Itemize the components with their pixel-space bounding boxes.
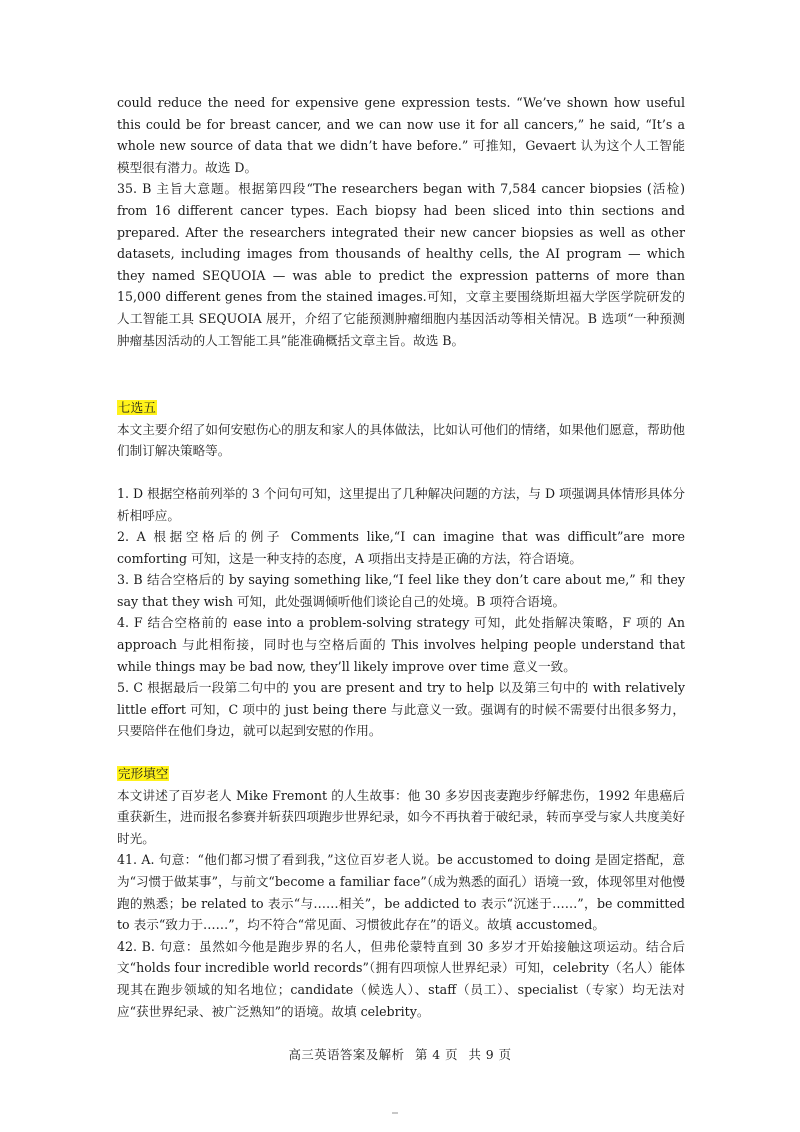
section-gap — [117, 742, 685, 763]
q35-explanation: 35. B 主旨大意题。根据第四段“The researchers began with 7,584 cancer biopsies (活检) from 16 different cancer types. Each biopsy had been sliced into thin sections and prepared. After the researchers integrated their new cancer biopsies as well as other datasets, including images from thousands of healthy cells, the AI program — which they named SEQUOIA — was able to predict the expression patterns of more than 15,000 different genes from the stained images.可知，文章主要围绕斯坦福大学医学院研发的人工智能工具 SEQUOIA 展开，介绍了它能预测肿瘤细胞内基因活动等相关情况。B 选项“一种预测肿瘤基因活动的人工智能工具”能准确概括文章主旨。故选 B。 — [117, 181, 685, 348]
document-body — [117, 92, 685, 1022]
wanxing-item-42: 42. B. 句意：虽然如今他是跑步界的名人，但弗伦蒙特直到 30 多岁才开始接触这项运动。结合后文“holds four incredible world records”（拥有四项惊人世界纪录）可知，celebrity（名人）能体现其在跑步领域的知名地位；candidate（候选人）、staff（员工）、specialist（专家）均无法对应“获世界纪录、被广泛熟知”的语境。故填 celebrity。 — [117, 938, 685, 1019]
qixuanwu-item-3: 3. B 结合空格后的 by saying something like,“I feel like they don’t care about me,” 和 they say that they wish 可知，此处强调倾听他们谈论自己的处境。B 项符合语境。 — [117, 572, 685, 609]
footer-doc-title: 高三英语答案及解析 — [288, 1047, 405, 1062]
qixuanwu-item-4: 4. F 结合空格前的 ease into a problem-solving strategy 可知，此处指解决策略，F 项的 An approach 与此相衔接，同时也与空格后面的 This involves helping people understand that while things may be bad now, they’ll likely improve over time 意义一致。 — [117, 615, 685, 674]
qixuanwu-item-1: 1. D 根据空格前列举的 3 个问句可知，这里提出了几种解决问题的方法，与 D 项强调具体情形具体分析相呼应。 — [117, 485, 685, 523]
footer-page-number: 第 4 页 — [414, 1047, 458, 1062]
qixuanwu-heading: 七选五 — [118, 400, 156, 416]
scan-speck — [392, 1112, 398, 1114]
section-gap — [117, 351, 685, 397]
qixuanwu-item-2: 2. A 根据空格后的例子 Comments like,“I can imagine that was difficult”are more comforting 可知，这是一种支持的态度，A 项指出支持是正确的方法，符合语境。 — [117, 529, 685, 566]
wanxing-item-41: 41. A. 句意：“他们都习惯了看到我，”这位百岁老人说。be accustomed to doing 是固定搭配，意为“习惯于做某事”，与前文“become a familiar face”（成为熟悉的面孔）语境一致，体现邻里对他慢跑的熟悉；be related to 表示“与……相关”，be addicted to 表示“沉迷于……”，be committed to 表示“致力于……”，均不符合“常见面、习惯彼此存在”的语义。故填 accustomed。 — [117, 852, 685, 933]
qixuanwu-intro: 本文主要介绍了如何安慰伤心的朋友和家人的具体做法，比如认可他们的情绪，如果他们愿意，帮助他们制订解决策略等。 — [117, 421, 685, 459]
section-gap — [117, 462, 685, 483]
wanxing-heading: 完形填空 — [118, 766, 169, 782]
page-footer — [0, 1045, 800, 1063]
qixuanwu-item-5: 5. C 根据最后一段第二句中的 you are present and try to help 以及第三句中的 with relatively little effort 可知，C 项中的 just being there 与此意义一致。强调有的时候不需要付出很多努力，只要陪伴在他们身边，就可以起到安慰的作用。 — [117, 680, 685, 739]
q34-explanation-tail: could reduce the need for expensive gene expression tests. “We’ve shown how useful this could be for breast cancer, and we can now use it for all cancers,” he said, “It’s a whole new source of data that we didn’t have before.” 可推知，Gevaert 认为这个人工智能模型很有潜力。故选 D。 — [117, 95, 685, 175]
wanxing-intro: 本文讲述了百岁老人 Mike Fremont 的人生故事：他 30 多岁因丧妻跑步纾解悲伤，1992 年患癌后重获新生，进而报名参赛并斩获四项跑步世界纪录，如今不再执着于破纪录，转而享受与家人共度美好时光。 — [117, 787, 685, 846]
footer-page-total: 共 9 页 — [468, 1047, 512, 1062]
